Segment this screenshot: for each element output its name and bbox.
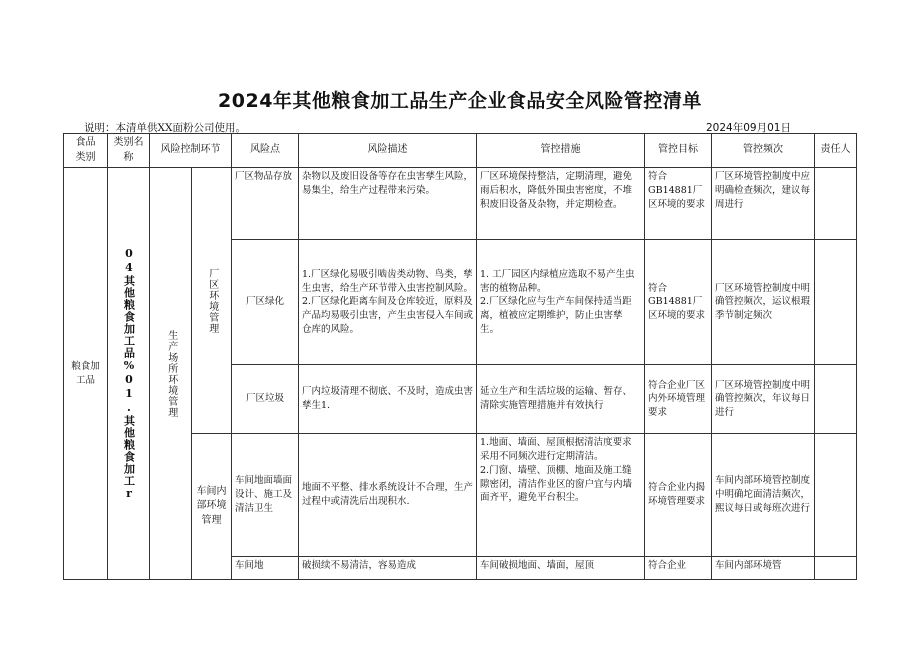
frequency-cell: 车间内部环境管控制度中明确坨面清洁频次，熙议每日或每班次进行: [712, 434, 815, 557]
header-food-category: 食品 类别: [64, 134, 108, 168]
risk-point-cell: 车间地面墙面设计、施工及清洁卫生: [232, 434, 299, 557]
food-category-cell: 粮食加 工品: [64, 168, 108, 580]
header-category-name: 类别名 称: [108, 134, 150, 168]
header-measures: 管控措施: [477, 134, 645, 168]
header-responsible: 责任人: [815, 134, 857, 168]
risk-desc-cell: 1.厂区绿化易吸引啮齿类动物、鸟类，孳生虫害，给生产环节带入虫害控制风险。 2.厂区绿化距离车间及仓库较近，原料及产品均易吸引虫害，产生虫害侵入车间或仓库的风险。: [299, 240, 477, 365]
risk-point-cell: 车间地: [232, 556, 299, 579]
header-risk-point: 风险点: [232, 134, 299, 168]
measures-cell: 延立生产和生活垃圾的运输、暂存、清除实施管理措施并有效执行: [477, 365, 645, 434]
measures-cell: 车间破损地面、墙面，屋顶: [477, 556, 645, 579]
group-text-plant: 厂区环境管理: [206, 267, 218, 334]
target-cell: 符合企业内揭环境管理要求: [645, 434, 712, 557]
risk-desc-cell: 厂内垃圾清理不彻底、不及时，造成虫害孳生1.: [299, 365, 477, 434]
responsible-cell: [815, 434, 857, 557]
target-cell: 符合GB14881厂区环境的要求: [645, 168, 712, 240]
category-name-cell: [108, 168, 150, 580]
responsible-cell: [815, 240, 857, 365]
frequency-cell: 厂区环境管控制度中应明确检查频次，建议每周进行: [712, 168, 815, 240]
header-risk-desc: 风险描述: [299, 134, 477, 168]
responsible-cell: [815, 168, 857, 240]
stage-text: 生产场所环境管理: [165, 329, 177, 418]
risk-point-cell: 厂区绿化: [232, 240, 299, 365]
stage-cell: [150, 168, 192, 580]
target-cell: 符合企业厂区内外环境管理要求: [645, 365, 712, 434]
risk-point-cell: 厂区垃圾: [232, 365, 299, 434]
header-frequency: 管控频次: [712, 134, 815, 168]
measures-cell: 1. 工厂园区内绿植应选取不易产生虫害的植物品种。 2.厂区绿化应与生产车间保持适当距离，植被应定期维护，防止虫害孳生。: [477, 240, 645, 365]
risk-point-cell: 厂区物品存放: [232, 168, 299, 240]
header-target: 管控目标: [645, 134, 712, 168]
group-cell-plant: [192, 168, 232, 434]
page-title: 2024年其他粮食加工品生产企业食品安全风险管控清单: [218, 90, 702, 112]
category-name-text: 04其他粮食加工品%01.其他粮食加工r: [122, 246, 136, 501]
risk-desc-cell: 杂物以及废旧设备等存在虫害孳生风险，易集尘，给生产过程带来污染。: [299, 168, 477, 240]
header-control-link: 风险控制环节: [150, 134, 232, 168]
target-cell: 符合GB14881厂区环境的要求: [645, 240, 712, 365]
risk-desc-cell: 地面不平整、排水系统设计不合理，生产过程中或清洗后出现积水.: [299, 434, 477, 557]
document-date: 2024年09月01日: [706, 122, 791, 134]
target-cell: 符合企业: [645, 556, 712, 579]
responsible-cell: [815, 556, 857, 579]
frequency-cell: 厂区环境管控制度中明确管控频次，年议每日进行: [712, 365, 815, 434]
measures-cell: 厂区环境保持整洁，定期清理，避免雨后积水，降低外围虫害密度，不堆积废旧设备及杂物，并定期检查。: [477, 168, 645, 240]
usage-note: 说明：本清单供XX面粉公司使用。: [84, 122, 246, 134]
responsible-cell: [815, 365, 857, 434]
table-row: [64, 168, 857, 240]
risk-control-table: [63, 133, 857, 580]
frequency-cell: 车间内部环境管: [712, 556, 815, 579]
measures-cell: 1.地面、墙面、屋顶根据清洁度要求采用不同频次进行定期清洁。 2.门窗、墙壁、顶棚、地面及施工缝隙密闭，清洁作业区的窗户宜与内墙面齐平，避免平台积尘。: [477, 434, 645, 557]
table-header-row: [64, 134, 857, 168]
group-cell-workshop: 车间内部环境管理: [192, 434, 232, 580]
risk-desc-cell: 破损续不易清洁，容易造成: [299, 556, 477, 579]
frequency-cell: 厂区环境管控制度中明确管控频次，运议根瑕季节制定频次: [712, 240, 815, 365]
